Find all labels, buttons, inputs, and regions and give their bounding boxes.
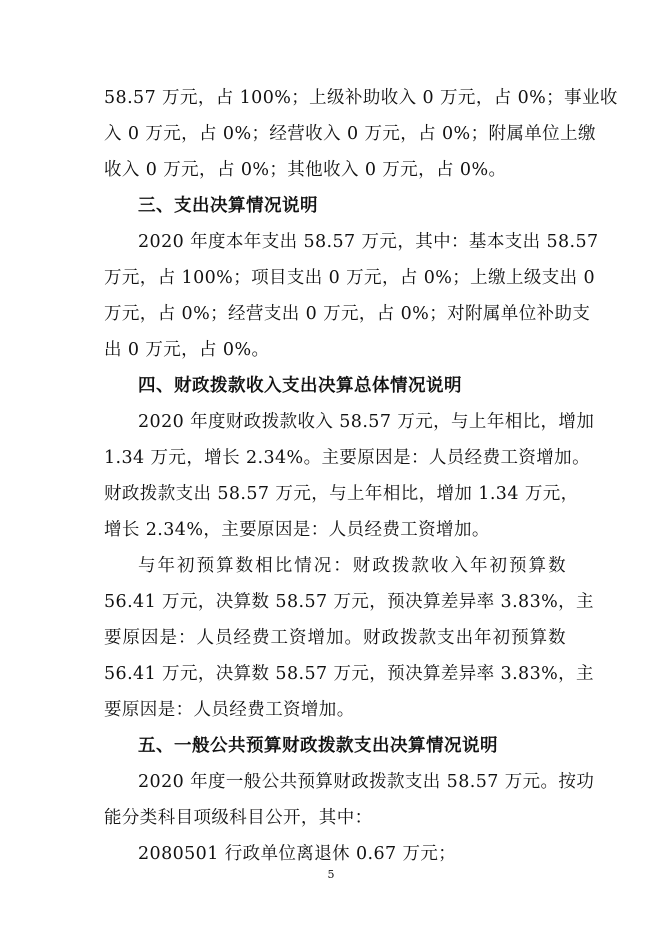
paragraph-line: 万元，占 0%；经营支出 0 万元，占 0%；对附属单位补助支 [104, 304, 591, 324]
paragraph-line: 2020 年度本年支出 58.57 万元，其中：基本支出 58.57 [138, 232, 599, 252]
paragraph-line: 能分类科目项级科目公开，其中： [104, 808, 373, 828]
paragraph-line: 入 0 万元，占 0%；经营收入 0 万元，占 0%；附属单位上缴 [104, 124, 596, 144]
paragraph-line: 2020 年度财政拨款收入 58.57 万元，与上年相比，增加 [138, 412, 595, 432]
paragraph-line: 58.57 万元，占 100%；上级补助收入 0 万元，占 0%；事业收 [104, 88, 618, 108]
section-heading-expenditure: 三、支出决算情况说明 [138, 196, 318, 216]
paragraph-line: 万元，占 100%；项目支出 0 万元，占 0%；上缴上级支出 0 [104, 268, 596, 288]
paragraph-line: 1.34 万元，增长 2.34%。主要原因是：人员经费工资增加。 [104, 448, 590, 468]
paragraph-line: 财政拨款支出 58.57 万元，与上年相比，增加 1.34 万元， [104, 484, 579, 504]
section-heading-fiscal-overview: 四、财政拨款收入支出决算总体情况说明 [138, 376, 462, 396]
paragraph-line: 要原因是：人员经费工资增加。 [104, 700, 355, 720]
list-item: 2080501 行政单位离退休 0.67 万元； [138, 844, 457, 864]
paragraph-line: 收入 0 万元，占 0%；其他收入 0 万元，占 0%。 [104, 160, 507, 180]
section-heading-general-budget: 五、一般公共预算财政拨款支出决算情况说明 [138, 736, 498, 756]
paragraph-line: 增长 2.34%，主要原因是：人员经费工资增加。 [104, 520, 490, 540]
paragraph-line: 与年初预算数相比情况：财政拨款收入年初预算数 [138, 556, 566, 576]
paragraph-line: 2020 年度一般公共预算财政拨款支出 58.57 万元。按功 [138, 772, 595, 792]
page-number: 5 [327, 868, 335, 881]
paragraph-line: 56.41 万元，决算数 58.57 万元，预决算差异率 3.83%，主 [104, 592, 594, 612]
paragraph-line: 出 0 万元，占 0%。 [104, 340, 270, 360]
paragraph-line: 56.41 万元，决算数 58.57 万元，预决算差异率 3.83%，主 [104, 664, 594, 684]
paragraph-line: 要原因是：人员经费工资增加。财政拨款支出年初预算数 [104, 628, 566, 648]
